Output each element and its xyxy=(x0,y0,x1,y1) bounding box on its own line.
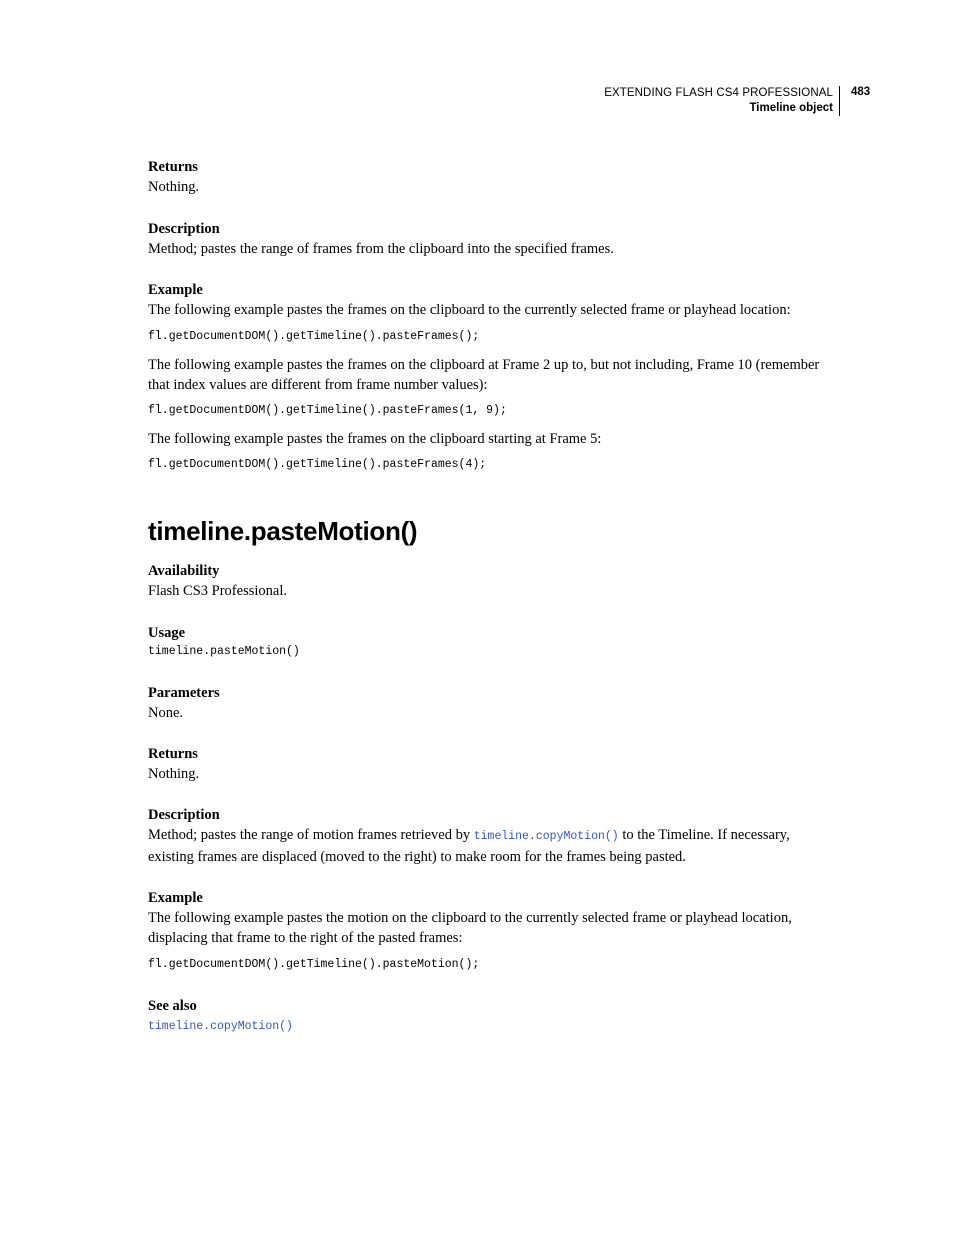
description-text-after: to the Timeline. If necessary, existing frames are displaced (moved to the right) to make room for the frames being pasted. xyxy=(148,827,790,865)
description-heading: Description xyxy=(148,221,220,237)
example-heading-2: Example xyxy=(148,890,203,906)
parameters-text: None. xyxy=(148,705,184,721)
example-heading: Example xyxy=(148,282,203,298)
returns-text-2: Nothing. xyxy=(148,766,200,782)
parameters-heading: Parameters xyxy=(148,685,220,701)
example3-code: fl.getDocumentDOM().getTimeline().pasteFrames(4); xyxy=(148,458,487,471)
example1-code: fl.getDocumentDOM().getTimeline().pasteFrames(); xyxy=(148,330,480,343)
copymotion-link[interactable]: timeline.copyMotion() xyxy=(473,830,619,843)
example-code-2: fl.getDocumentDOM().getTimeline().pasteMotion(); xyxy=(148,958,480,971)
running-header xyxy=(604,86,840,116)
availability-text: Flash CS3 Professional. xyxy=(148,583,287,599)
header-doc-title: EXTENDING FLASH CS4 PROFESSIONAL xyxy=(604,87,833,99)
header-section: Timeline object xyxy=(749,102,833,114)
description-text-2 xyxy=(148,825,838,867)
example2-code: fl.getDocumentDOM().getTimeline().pasteFrames(1, 9); xyxy=(148,404,507,417)
page-number: 483 xyxy=(851,86,871,98)
example2-text: The following example pastes the frames on the clipboard at Frame 2 up to, but not including, Frame 10 (remember that index values are different from frame number values): xyxy=(148,357,820,393)
returns-text: Nothing. xyxy=(148,179,200,195)
see-also-list xyxy=(148,1019,838,1035)
page-content xyxy=(148,157,838,1035)
see-also-copymotion-link[interactable]: timeline.copyMotion() xyxy=(148,1020,293,1033)
availability-heading: Availability xyxy=(148,563,220,579)
returns-heading-2: Returns xyxy=(148,746,198,762)
see-also-heading: See also xyxy=(148,998,197,1014)
example1-text: The following example pastes the frames on the clipboard to the currently selected frame or playhead location: xyxy=(148,302,791,318)
example3-text: The following example pastes the frames on the clipboard starting at Frame 5: xyxy=(148,431,602,447)
example-text-2: The following example pastes the motion on the clipboard to the currently selected frame or playhead location, displacing that frame to the right of the pasted frames: xyxy=(148,910,792,946)
returns-heading: Returns xyxy=(148,159,198,175)
description-heading-2: Description xyxy=(148,807,220,823)
section-title: timeline.pasteMotion() xyxy=(148,516,418,546)
description-text: Method; pastes the range of frames from the clipboard into the specified frames. xyxy=(148,241,614,257)
usage-heading: Usage xyxy=(148,625,186,641)
usage-code: timeline.pasteMotion() xyxy=(148,645,300,658)
description-text-before: Method; pastes the range of motion frames retrieved by xyxy=(148,827,474,843)
